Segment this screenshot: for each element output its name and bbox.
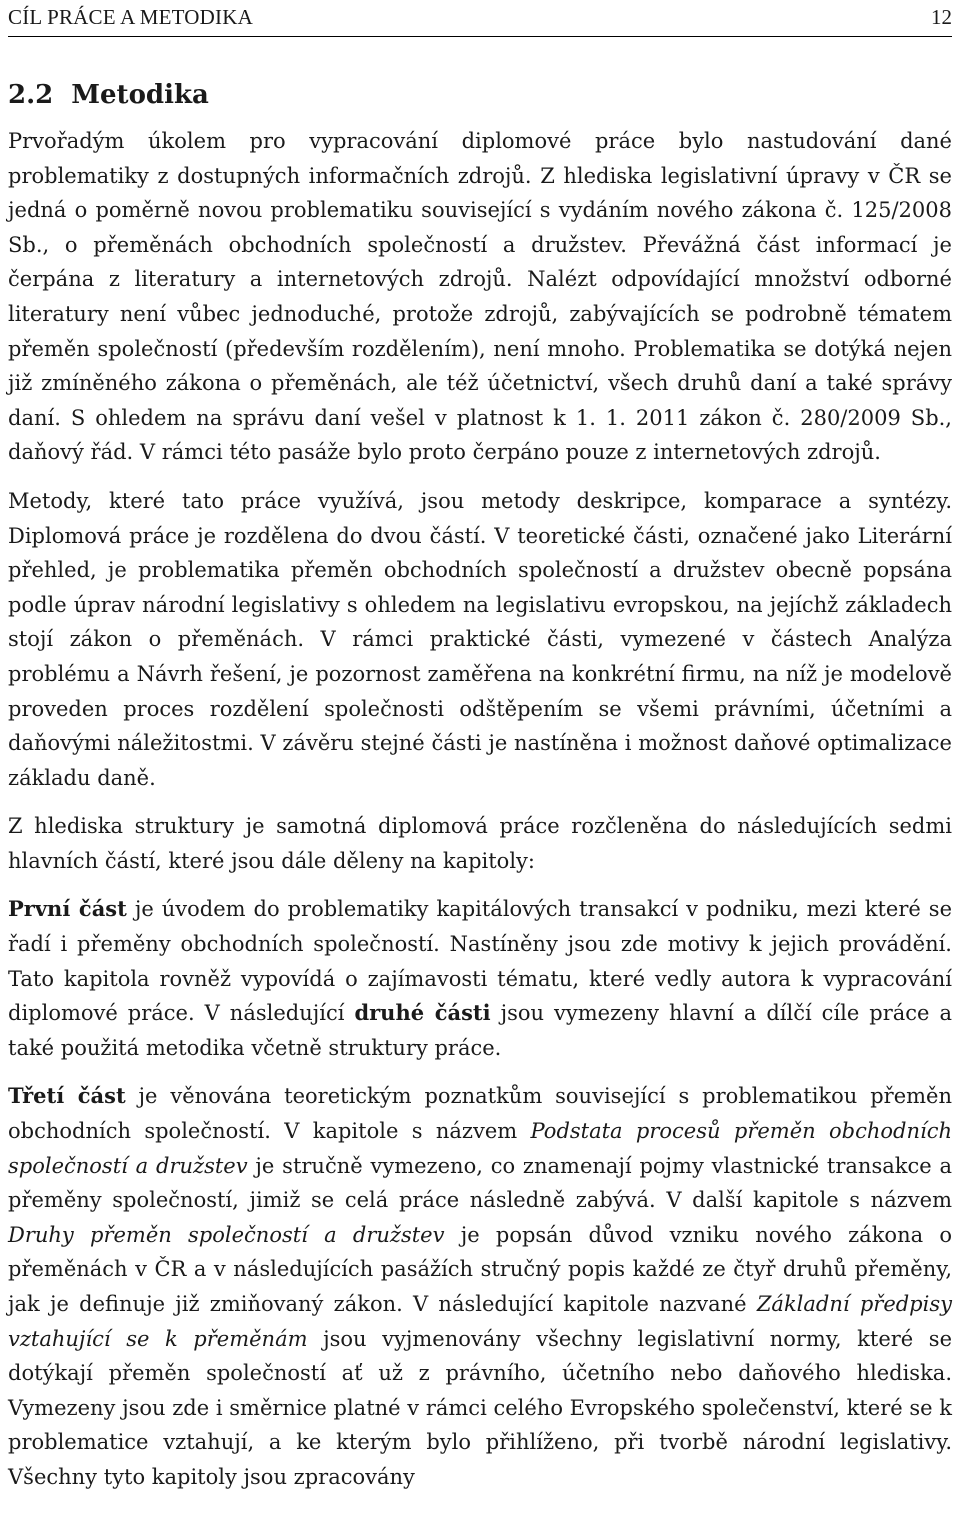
text-span: jsou vyjmenovány všechny legislativní normy, které se dotýkají přeměn společností ať už z právního, účetního nebo daňového hlediska. Vymezeny jsou zde i směrnice platné v rámci celého Evropského společenství, které se k problematice vztahují, a ke kterým bylo přihlíženo, při tvorbě národní legislativy. Všechny tyto kapitoly jsou zpracovány xyxy=(8,1326,952,1489)
bold-first-part: První část xyxy=(8,896,127,922)
section-heading xyxy=(8,66,952,124)
section-title: Metodika xyxy=(71,80,209,110)
page-content xyxy=(8,66,952,1495)
paragraph-sources: Prvořadým úkolem pro vypracování diplomové práce bylo nastudování dané problematiky z dostupných informačních zdrojů. Z hlediska legislativní úpravy v ČR se jedná o poměrně novou problematiku související s vydáním nového zákona č. 125/2008 Sb., o přeměnách obchodních společností a družstev. Převážná část informací je čerpána z literatury a internetových zdrojů. Nalézt odpovídající množství odborné literatury není vůbec jednoduché, protože zdrojů, zabývajících se podrobně tématem přeměn společností (především rozdělením), není mnoho. Problematika se dotýká nejen již zmíněného zákona o přeměnách, ale též účetnictví, všech druhů daní a také správy daní. S ohledem na správu daní vešel v platnost k 1. 1. 2011 zákon č. 280/2009 Sb., daňový řád. V rámci této pasáže bylo proto čerpáno pouze z internetových zdrojů. xyxy=(8,129,952,465)
paragraph-methods: Metody, které tato práce využívá, jsou metody deskripce, komparace a syntézy. Diplomová práce je rozdělena do dvou částí. V teoretické části, označené jako Literární přehled, je problematika přeměn obchodních společností a družstev obecně popsána podle úprav národní legislativy s ohledem na legislativu evropskou, na jejíchž základech stojí zákon o přeměnách. V rámci praktické části, vymezené v částech Analýza problému a Návrh řešení, je pozornost zaměřena na konkrétní firmu, na níž je modelově proveden proces rozdělení společnosti odštěpením se všemi právními, účetními a daňovými náležitostmi. V závěru stejné části je nastíněna i možnost daňové optimalizace základu daně. xyxy=(8,488,952,790)
text-span: je věnována teoretickým poznatkům související s problematikou přeměn obchodních společností. V kapitole s názvem xyxy=(8,1084,952,1144)
section-number: 2.2 xyxy=(8,80,54,110)
paragraph-structure-intro: Z hlediska struktury je samotná diplomová práce rozčleněna do následujících sedmi hlavních částí, které jsou dále děleny na kapitoly: xyxy=(8,814,952,873)
italic-chapter-title: Podstata procesů přeměn obchodních společností a družstev xyxy=(8,1119,952,1178)
page-number: 12 xyxy=(931,5,952,29)
paragraph-first-part xyxy=(8,892,952,1065)
chapter-title: CÍL PRÁCE A METODIKA xyxy=(8,5,253,29)
text-span: je úvodem do problematiky kapitálových transakcí v podniku, mezi které se řadí i přeměny obchodních společností. Nastíněny jsou zde motivy k jejich provádění. Tato kapitola rovněž vypovídá o zajímavosti tématu, které vedly autora k vypracování diplomové práce. V následující xyxy=(8,897,953,1026)
italic-chapter-title: Druhy přeměn společností a družstev xyxy=(8,1222,445,1247)
text-span: jsou vymezeny hlavní a dílčí cíle práce a také použitá metodika včetně struktury práce. xyxy=(8,1001,952,1060)
text-span: je stručně vymezeno, co znamenají pojmy vlastnické transakce a přeměny společností, jimiž se celá práce následně zabývá. V další kapitole s názvem xyxy=(8,1153,953,1213)
paragraph-third-part xyxy=(8,1079,952,1494)
running-header xyxy=(8,0,952,37)
bold-third-part: Třetí část xyxy=(8,1083,126,1109)
bold-second-part: druhé části xyxy=(354,1000,491,1026)
text-span: je popsán důvod vzniku nového zákona o přeměnách v ČR a v následujících pasážích stručný popis každé ze čtyř druhů přeměny, jak je definuje již zmiňovaný zákon. V následující kapitole nazvané xyxy=(8,1222,952,1316)
italic-chapter-title: Základní předpisy vztahující se k přeměnám xyxy=(8,1292,952,1351)
